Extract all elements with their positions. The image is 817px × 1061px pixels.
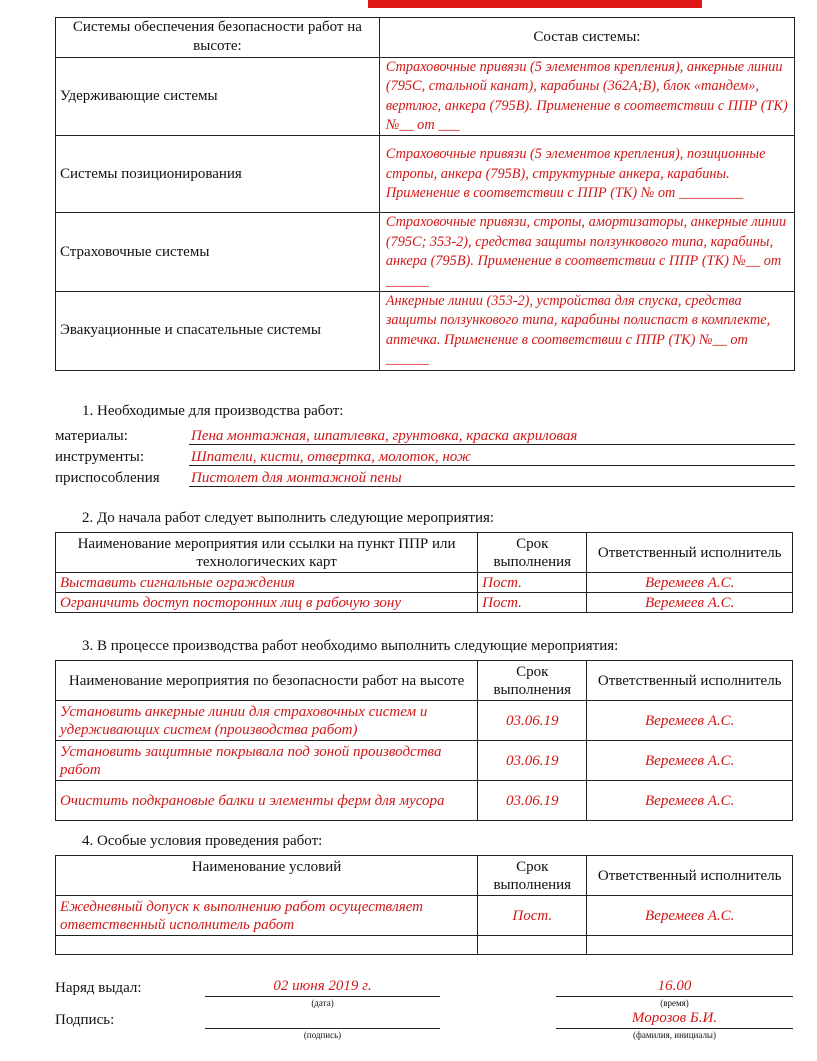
tools-field: Шпатели, кисти, отвертка, молоток, нож (189, 448, 795, 466)
measure-name: Ограничить доступ посторонних лиц в рабочую зону (56, 593, 478, 613)
col-header-term: Срок выполнения (478, 661, 587, 701)
name-caption: (фамилия, инициалы) (633, 1030, 716, 1040)
measure-name: Установить защитные покрывала под зоной производства работ (56, 741, 478, 781)
measure-term: Пост. (478, 593, 587, 613)
table-row (56, 57, 795, 136)
table-row (56, 573, 793, 593)
measure-responsible: Веремеев А.С. (587, 593, 793, 613)
system-composition: Страховочные привязи (5 элементов крепления), позиционные стропы, анкера (795В), структурные анкера, карабины. Применение в соответствии с ППР (ТК) № от _________ (379, 136, 794, 213)
system-composition: Анкерные линии (353-2), устройства для спуска, средства защиты ползункового типа, карабины полиспаст в комплекте, аптечка. Применение в соответствии с ППР (ТК) №__ от ______ (379, 292, 794, 371)
empty-cell (478, 936, 587, 955)
col-header-term: Срок выполнения (478, 533, 587, 573)
materials-field: Пена монтажная, шпатлевка, грунтовка, краска акриловая (189, 427, 795, 445)
table-row (56, 136, 795, 213)
signature-field (205, 1008, 440, 1029)
table-row (56, 741, 793, 781)
systems-header-right: Состав системы: (379, 18, 794, 58)
issued-time-field: 16.00 (556, 976, 793, 997)
measure-term: 03.06.19 (478, 781, 587, 821)
col-header-term: Срок выполнения (478, 856, 587, 896)
issued-label: Наряд выдал: (55, 980, 142, 996)
section2-title: 2. До начала работ следует выполнить следующие мероприятия: (82, 510, 495, 526)
measure-term: 03.06.19 (478, 741, 587, 781)
system-name: Удерживающие системы (56, 57, 380, 136)
tools-label: инструменты: (55, 449, 145, 465)
col-header-measure: Наименование мероприятия по безопасности работ на высоте (56, 661, 478, 701)
devices-field: Пистолет для монтажной пены (189, 469, 795, 487)
measure-name: Установить анкерные линии для страховочных систем и удерживающих систем (производства работ) (56, 701, 478, 741)
measure-responsible: Веремеев А.С. (587, 701, 793, 741)
system-name: Системы позиционирования (56, 136, 380, 213)
condition-term: Пост. (478, 896, 587, 936)
safety-systems-table (55, 17, 795, 371)
empty-cell (56, 936, 478, 955)
measure-term: 03.06.19 (478, 701, 587, 741)
col-header-responsible: Ответственный исполнитель (587, 661, 793, 701)
condition-responsible: Веремеев А.С. (587, 896, 793, 936)
table-row (56, 213, 795, 292)
section4-title: 4. Особые условия проведения работ: (82, 833, 323, 849)
empty-cell (587, 936, 793, 955)
pre-work-measures-table (55, 532, 793, 613)
issued-date-field: 02 июня 2019 г. (205, 976, 440, 997)
signature-label: Подпись: (55, 1012, 115, 1028)
measure-responsible: Веремеев А.С. (587, 573, 793, 593)
measure-name: Очистить подкрановые балки и элементы ферм для мусора (56, 781, 478, 821)
section3-title: 3. В процессе производства работ необходимо выполнить следующие мероприятия: (82, 638, 619, 654)
table-row (56, 292, 795, 371)
date-caption: (дата) (311, 998, 334, 1008)
measure-responsible: Веремеев А.С. (587, 781, 793, 821)
table-row (56, 936, 793, 955)
materials-label: материалы: (55, 428, 128, 444)
system-name: Страховочные системы (56, 213, 380, 292)
full-name-field: Морозов Б.И. (556, 1008, 793, 1029)
signature-caption: (подпись) (303, 1030, 342, 1040)
col-header-measure: Наименование мероприятия или ссылки на пункт ППР или технологических карт (56, 533, 478, 573)
system-composition: Страховочные привязи, стропы, амортизаторы, анкерные линии (795С; 353-2), средства защиты ползункового типа, карабины, анкера (795В). Применение в соответствии с ППР (ТК) №__ от ______ (379, 213, 794, 292)
devices-label: приспособления (55, 470, 160, 486)
system-composition: Страховочные привязи (5 элементов крепления), анкерные линии (795С, стальной канат), карабины (362А;В), блок «тандем», вертлюг, анкера (795В). Применение в соответствии с ППР (ТК) №__ от ___ (379, 57, 794, 136)
in-progress-measures-table (55, 660, 793, 821)
col-header-responsible: Ответственный исполнитель (587, 856, 793, 896)
special-conditions-table (55, 855, 793, 955)
measure-responsible: Веремеев А.С. (587, 741, 793, 781)
system-name: Эвакуационные и спасательные системы (56, 292, 380, 371)
table-row (56, 896, 793, 936)
table-row (56, 701, 793, 741)
col-header-condition: Наименование условий (56, 856, 478, 896)
col-header-responsible: Ответственный исполнитель (587, 533, 793, 573)
systems-header-left: Системы обеспечения безопасности работ на высоте: (56, 18, 380, 58)
section1-title: 1. Необходимые для производства работ: (82, 403, 344, 419)
time-caption: (время) (660, 998, 689, 1008)
measure-term: Пост. (478, 573, 587, 593)
red-stamp-bar (368, 0, 702, 8)
table-row (56, 781, 793, 821)
table-row (56, 593, 793, 613)
condition-name: Ежедневный допуск к выполнению работ осуществляет ответственный исполнитель работ (56, 896, 478, 936)
measure-name: Выставить сигнальные ограждения (56, 573, 478, 593)
